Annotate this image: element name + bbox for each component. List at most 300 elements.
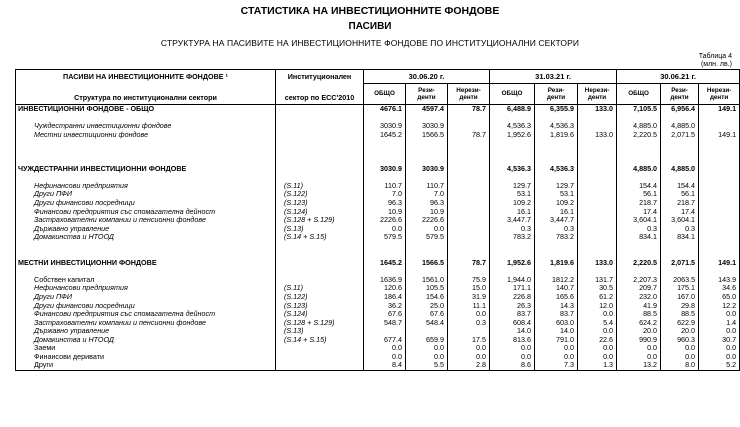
row-value (448, 327, 490, 336)
row-value: 8.0 (661, 361, 699, 370)
table-row (16, 190, 740, 199)
row-value (699, 250, 740, 259)
row-value (578, 114, 617, 123)
row-value: 1,952.6 (490, 131, 535, 140)
row-value: 109.2 (535, 199, 578, 208)
row-value: 603.0 (535, 319, 578, 328)
sub-total-2: ОБЩО (490, 84, 535, 105)
row-value: 548.4 (406, 319, 448, 328)
row-value (490, 267, 535, 276)
row-value: 83.7 (490, 310, 535, 319)
row-sector-code: (S.128 + S.129) (276, 216, 364, 225)
row-value: 154.6 (406, 293, 448, 302)
row-value (490, 139, 535, 148)
row-label: Други ПФИ (16, 190, 276, 199)
row-value: 4,885.0 (661, 122, 699, 131)
sub-total-1: ОБЩО (364, 84, 406, 105)
row-sector-code (276, 165, 364, 174)
row-value: 7.3 (535, 361, 578, 370)
row-sector-code: (S.122) (276, 190, 364, 199)
report-subtitle: ПАСИВИ (348, 21, 392, 32)
table-row (16, 242, 740, 251)
row-value: 5.2 (699, 361, 740, 370)
table-row (16, 173, 740, 182)
row-value: 0.0 (699, 353, 740, 362)
row-label: Други финансови посредници (16, 199, 276, 208)
row-value: 0.3 (661, 225, 699, 234)
row-value: 1645.2 (364, 131, 406, 140)
row-label: Местни инвестиционни фондове (16, 131, 276, 140)
row-value (535, 173, 578, 182)
liabilities-table (15, 69, 740, 371)
row-value: 624.2 (617, 319, 661, 328)
table-row (16, 165, 740, 174)
row-value: 154.4 (661, 182, 699, 191)
row-value (448, 156, 490, 165)
row-value (364, 267, 406, 276)
row-value (699, 267, 740, 276)
row-value (578, 156, 617, 165)
row-value: 834.1 (661, 233, 699, 242)
row-label: Собствен капитал (16, 276, 276, 285)
row-value (578, 233, 617, 242)
row-value: 608.4 (490, 319, 535, 328)
table-row (16, 276, 740, 285)
row-value (578, 165, 617, 174)
row-value: 0.0 (448, 353, 490, 362)
row-value: 56.1 (617, 190, 661, 199)
row-value (699, 216, 740, 225)
row-value: 78.7 (448, 259, 490, 268)
row-value (578, 139, 617, 148)
row-value (617, 242, 661, 251)
table-row (16, 336, 740, 345)
row-label (16, 139, 276, 148)
row-sector-code: (S.11) (276, 284, 364, 293)
row-value (448, 199, 490, 208)
sub-res-1: Рези- денти (406, 84, 448, 105)
table-row (16, 302, 740, 311)
row-value: 129.7 (490, 182, 535, 191)
row-value: 960.3 (661, 336, 699, 345)
table-row (16, 267, 740, 276)
row-value: 14.0 (490, 327, 535, 336)
row-value: 3,447.7 (490, 216, 535, 225)
row-value: 0.0 (448, 310, 490, 319)
row-value (490, 114, 535, 123)
row-value: 834.1 (617, 233, 661, 242)
row-value: 3030.9 (364, 122, 406, 131)
row-value: 30.7 (699, 336, 740, 345)
header-liabilities-title: ПАСИВИ НА ИНВЕСТИЦИОННИТЕ ФОНДОВЕ ¹ (63, 72, 228, 81)
row-value: 0.0 (406, 225, 448, 234)
sub-nonres-1: Нерези- денти (448, 84, 490, 105)
row-label: Други (16, 361, 276, 370)
table-row (16, 182, 740, 191)
row-value: 1645.2 (364, 259, 406, 268)
row-label: Други финансови посредници (16, 302, 276, 311)
row-value: 0.3 (448, 319, 490, 328)
row-value: 232.0 (617, 293, 661, 302)
row-value: 6,956.4 (661, 105, 699, 114)
table-unit: (млн. лв.) (700, 61, 732, 68)
header-sector-top: Институционален (287, 72, 352, 81)
row-label: ЧУЖДЕСТРАННИ ИНВЕСТИЦИОННИ ФОНДОВЕ (16, 165, 276, 174)
row-value (364, 327, 406, 336)
row-value (448, 267, 490, 276)
row-sector-code (276, 344, 364, 353)
row-sector-code (276, 148, 364, 157)
row-value (448, 225, 490, 234)
row-label: ИНВЕСТИЦИОННИ ФОНДОВЕ - ОБЩО (16, 105, 276, 114)
row-value: 0.0 (578, 344, 617, 353)
sub-res-3: Рези- денти (661, 84, 699, 105)
row-value: 0.0 (364, 353, 406, 362)
row-label (16, 156, 276, 165)
row-value: 4,885.0 (661, 165, 699, 174)
row-label: Други ПФИ (16, 293, 276, 302)
table-row (16, 122, 740, 131)
row-value: 88.5 (661, 310, 699, 319)
row-value: 209.7 (617, 284, 661, 293)
row-value: 56.1 (661, 190, 699, 199)
header-sector-bottom: сектор по ЕСС'2010 (284, 93, 355, 102)
table-row (16, 310, 740, 319)
row-value: 226.8 (490, 293, 535, 302)
row-value: 677.4 (364, 336, 406, 345)
row-value: 109.2 (490, 199, 535, 208)
row-value (699, 114, 740, 123)
row-value: 10.9 (364, 208, 406, 217)
row-value: 0.0 (490, 344, 535, 353)
row-value (364, 139, 406, 148)
row-value (699, 173, 740, 182)
row-value (661, 139, 699, 148)
row-value (661, 242, 699, 251)
row-value: 105.5 (406, 284, 448, 293)
row-value: 186.4 (364, 293, 406, 302)
table-row (16, 353, 740, 362)
row-value: 0.0 (578, 327, 617, 336)
row-value (578, 250, 617, 259)
row-value (699, 122, 740, 131)
table-row (16, 259, 740, 268)
row-value (699, 199, 740, 208)
row-value: 3030.9 (364, 165, 406, 174)
row-label: Застрахователни компании и пенсионни фондове (16, 319, 276, 328)
row-value: 175.1 (661, 284, 699, 293)
row-value (448, 242, 490, 251)
row-value: 53.1 (490, 190, 535, 199)
row-sector-code (276, 276, 364, 285)
row-value: 579.5 (406, 233, 448, 242)
row-value: 96.3 (364, 199, 406, 208)
row-value: 149.1 (699, 105, 740, 114)
row-value (699, 190, 740, 199)
row-value: 3030.9 (406, 122, 448, 131)
row-value: 149.1 (699, 131, 740, 140)
row-value (617, 114, 661, 123)
row-value: 120.6 (364, 284, 406, 293)
row-value (448, 173, 490, 182)
row-value (364, 114, 406, 123)
row-value: 133.0 (578, 131, 617, 140)
row-value: 813.6 (490, 336, 535, 345)
row-value (406, 148, 448, 157)
row-value (490, 148, 535, 157)
row-value: 17.5 (448, 336, 490, 345)
row-value: 0.0 (578, 310, 617, 319)
row-sector-code (276, 250, 364, 259)
report-heading: СТРУКТУРА НА ПАСИВИТЕ НА ИНВЕСТИЦИОННИТЕ ФОНДОВЕ ПО ИНСТИТУЦИОНАЛНИ СЕКТОРИ (160, 38, 580, 48)
row-value (578, 199, 617, 208)
row-value (661, 267, 699, 276)
row-value: 6,355.9 (535, 105, 578, 114)
row-value (699, 156, 740, 165)
row-value: 0.0 (448, 344, 490, 353)
row-label (16, 148, 276, 157)
row-value: 4,536.3 (490, 165, 535, 174)
period-header-3: 30.06.21 г. (617, 70, 740, 84)
sub-res-2: Рези- денти (535, 84, 578, 105)
row-value: 129.7 (535, 182, 578, 191)
row-value: 791.0 (535, 336, 578, 345)
row-value: 20.0 (661, 327, 699, 336)
table-row (16, 327, 740, 336)
row-value (699, 148, 740, 157)
row-value (661, 114, 699, 123)
row-value: 88.5 (617, 310, 661, 319)
row-sector-code: (S.14 + S.15) (276, 233, 364, 242)
row-value: 96.3 (406, 199, 448, 208)
row-value: 1812.2 (535, 276, 578, 285)
table-row (16, 131, 740, 140)
row-value: 783.2 (535, 233, 578, 242)
row-value (406, 250, 448, 259)
table-row (16, 250, 740, 259)
row-value: 78.7 (448, 105, 490, 114)
row-value: 65.0 (699, 293, 740, 302)
row-value (406, 267, 448, 276)
row-value: 0.0 (535, 353, 578, 362)
row-value (448, 148, 490, 157)
table-row (16, 293, 740, 302)
row-value (578, 173, 617, 182)
row-value: 4,536.3 (535, 122, 578, 131)
row-value: 218.7 (617, 199, 661, 208)
row-value: 2,207.3 (617, 276, 661, 285)
table-row (16, 139, 740, 148)
row-value (617, 250, 661, 259)
row-value (448, 122, 490, 131)
row-value (699, 242, 740, 251)
row-value: 1566.5 (406, 259, 448, 268)
row-sector-code (276, 361, 364, 370)
row-value: 131.7 (578, 276, 617, 285)
row-value: 110.7 (406, 182, 448, 191)
row-value: 41.9 (617, 302, 661, 311)
table-row (16, 156, 740, 165)
row-value: 0.0 (578, 353, 617, 362)
row-value: 78.7 (448, 131, 490, 140)
row-value: 22.6 (578, 336, 617, 345)
row-value (406, 114, 448, 123)
row-label: Заеми (16, 344, 276, 353)
row-value: 1,952.6 (490, 259, 535, 268)
row-value: 579.5 (364, 233, 406, 242)
row-value: 2.8 (448, 361, 490, 370)
row-value (661, 250, 699, 259)
row-sector-code: (S.124) (276, 208, 364, 217)
row-value (364, 250, 406, 259)
row-value: 31.9 (448, 293, 490, 302)
row-value (699, 233, 740, 242)
row-value: 659.9 (406, 336, 448, 345)
report-title: СТАТИСТИКА НА ИНВЕСТИЦИОННИТЕ ФОНДОВЕ (240, 5, 500, 17)
row-label: Домакинства и НТООД (16, 336, 276, 345)
row-value: 990.9 (617, 336, 661, 345)
row-label (16, 114, 276, 123)
row-value: 218.7 (661, 199, 699, 208)
row-sector-code: (S.123) (276, 199, 364, 208)
table-row (16, 208, 740, 217)
row-value: 13.2 (617, 361, 661, 370)
row-value: 53.1 (535, 190, 578, 199)
row-sector-code: (S.124) (276, 310, 364, 319)
row-value: 7.0 (364, 190, 406, 199)
row-value (364, 148, 406, 157)
row-value (661, 156, 699, 165)
row-value (490, 250, 535, 259)
row-value: 2226.6 (364, 216, 406, 225)
row-value: 7,105.5 (617, 105, 661, 114)
row-value: 8.4 (364, 361, 406, 370)
row-sector-code: (S.13) (276, 225, 364, 234)
row-value: 36.2 (364, 302, 406, 311)
row-sector-code (276, 267, 364, 276)
table-row (16, 233, 740, 242)
row-sector-code (276, 353, 364, 362)
row-value: 16.1 (535, 208, 578, 217)
row-value (490, 173, 535, 182)
table-row (16, 284, 740, 293)
row-value (535, 242, 578, 251)
row-value (535, 156, 578, 165)
row-value: 149.1 (699, 259, 740, 268)
row-value (490, 156, 535, 165)
row-label: Финансови предприятия със спомагателна дейност (16, 310, 276, 319)
row-value (578, 190, 617, 199)
row-value (617, 173, 661, 182)
row-label (16, 173, 276, 182)
row-value (699, 165, 740, 174)
row-value: 4,536.3 (535, 165, 578, 174)
table-row (16, 319, 740, 328)
row-value: 5.5 (406, 361, 448, 370)
row-value (699, 225, 740, 234)
row-value: 29.8 (661, 302, 699, 311)
row-value: 16.1 (490, 208, 535, 217)
row-value (448, 250, 490, 259)
row-value: 783.2 (490, 233, 535, 242)
row-value: 7.0 (406, 190, 448, 199)
row-value: 143.9 (699, 276, 740, 285)
row-sector-code: (S.14 + S.15) (276, 336, 364, 345)
row-value: 12.2 (699, 302, 740, 311)
row-value: 8.6 (490, 361, 535, 370)
row-value (578, 208, 617, 217)
row-value: 0.0 (364, 225, 406, 234)
sub-nonres-2: Нерези- денти (578, 84, 617, 105)
row-value: 30.5 (578, 284, 617, 293)
row-value: 4,885.0 (617, 122, 661, 131)
row-value (699, 208, 740, 217)
row-value (578, 225, 617, 234)
row-value (448, 114, 490, 123)
row-value (535, 267, 578, 276)
row-sector-code (276, 242, 364, 251)
sub-nonres-3: Нерези- денти (699, 84, 740, 105)
header-structure: Структура по институционални сектори (74, 93, 217, 102)
row-sector-code: (S.123) (276, 302, 364, 311)
row-label (16, 267, 276, 276)
row-value: 0.0 (661, 344, 699, 353)
row-value (578, 216, 617, 225)
row-value: 4,536.3 (490, 122, 535, 131)
period-header-1: 30.06.20 г. (364, 70, 490, 84)
table-row (16, 105, 740, 114)
row-value (490, 242, 535, 251)
row-value: 15.0 (448, 284, 490, 293)
row-value (406, 242, 448, 251)
row-value (617, 156, 661, 165)
row-value: 67.6 (406, 310, 448, 319)
row-value (448, 190, 490, 199)
row-sector-code: (S.13) (276, 327, 364, 336)
row-sector-code (276, 139, 364, 148)
row-value (364, 173, 406, 182)
row-value: 3,447.7 (535, 216, 578, 225)
row-sector-code: (S.11) (276, 182, 364, 191)
row-value: 26.3 (490, 302, 535, 311)
row-sector-code (276, 173, 364, 182)
row-value (448, 233, 490, 242)
row-value: 17.4 (661, 208, 699, 217)
row-value: 4676.1 (364, 105, 406, 114)
row-value: 171.1 (490, 284, 535, 293)
row-sector-code (276, 131, 364, 140)
row-sector-code (276, 122, 364, 131)
table-row (16, 225, 740, 234)
row-value: 10.9 (406, 208, 448, 217)
row-value: 3030.9 (406, 165, 448, 174)
table-row (16, 148, 740, 157)
row-value: 0.3 (535, 225, 578, 234)
row-sector-code (276, 105, 364, 114)
row-label (16, 250, 276, 259)
row-label: Финансови деривати (16, 353, 276, 362)
row-value: 0.3 (617, 225, 661, 234)
row-value (406, 139, 448, 148)
row-value: 2063.5 (661, 276, 699, 285)
row-sector-code: (S.122) (276, 293, 364, 302)
row-value: 0.0 (699, 310, 740, 319)
row-label: Държавно управление (16, 327, 276, 336)
row-value: 20.0 (617, 327, 661, 336)
row-value: 61.2 (578, 293, 617, 302)
header-sector (276, 70, 364, 105)
table-row (16, 344, 740, 353)
